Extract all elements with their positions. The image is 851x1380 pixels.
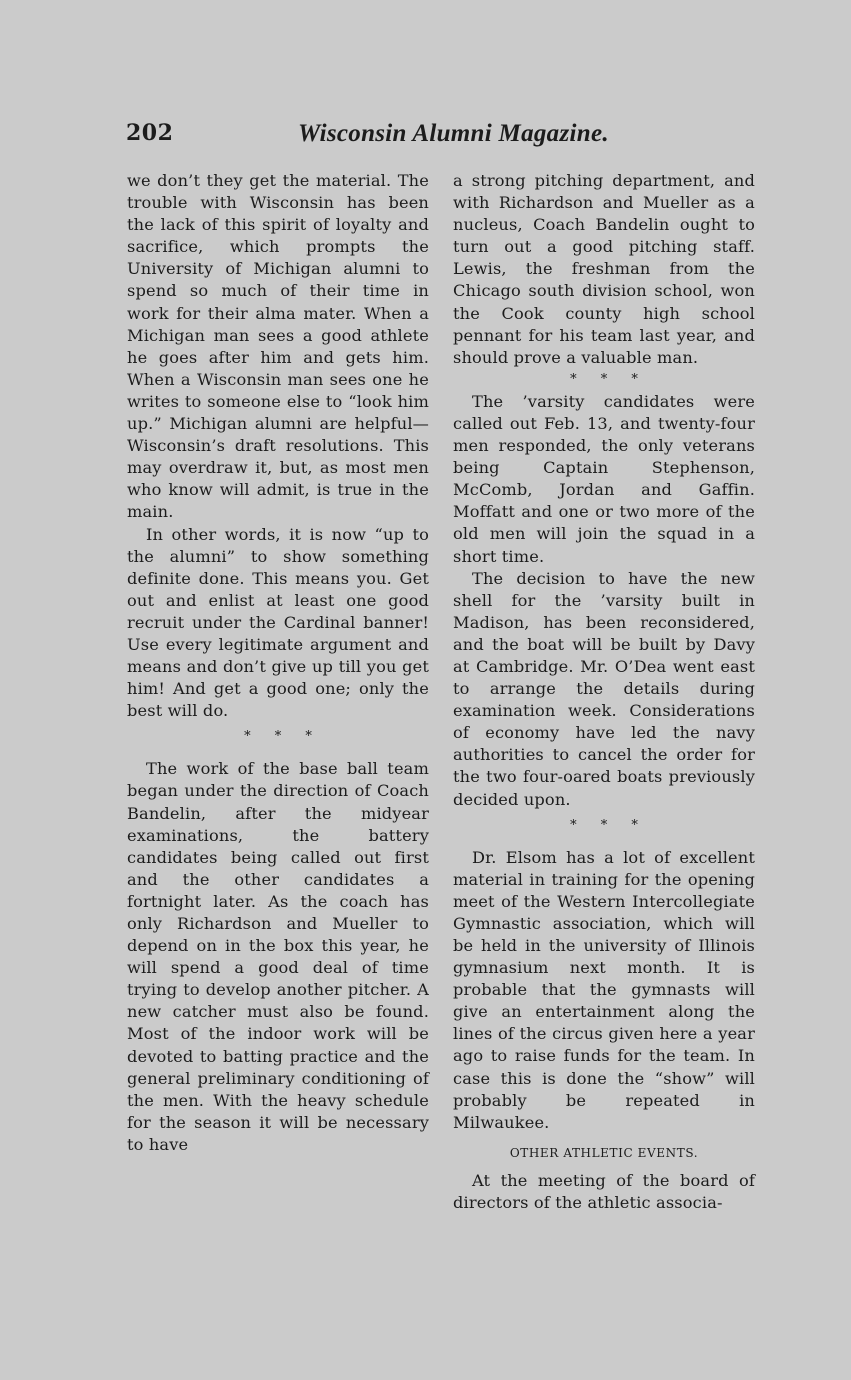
paragraph-varsity-candidates: The ’varsity candidates were called out Feb. 13, and twenty-four men responded, the only veterans being Captain Stephenson, McComb, Jordan and Gaffin. Moffatt and one or two more of the old men will join the squad in a short time. [453, 391, 755, 566]
paragraph-shell: The decision to have the new shell for the ’varsity built in Madison, has been reconsidered, and the boat will be built by Davy at Cambridge. Mr. O’Dea went east to arrange the details during examination week. Considerations of economy have led the navy authorities to cancel the order for the two four-oared boats previously decided upon. [453, 568, 755, 809]
section-separator: * * * [570, 817, 648, 833]
running-title: Wisconsin Alumni Magazine. [298, 120, 609, 147]
left-column [127, 170, 429, 1156]
section-subheading: OTHER ATHLETIC EVENTS. [509, 1145, 699, 1160]
paragraph-board-meeting: At the meeting of the board of directors of the athletic associa- [453, 1170, 755, 1212]
section-separator: * * * [570, 371, 648, 387]
section-separator: * * * [244, 729, 322, 745]
paragraph-gymnastics: Dr. Elsom has a lot of excellent material in training for the opening meet of the Western Intercollegiate Gymnastic association, which will be held in the university of Illinois gymnasium next month. It is probable that the gymnasts will give an entertainment along the lines of the circus given here a year ago to raise funds for the team. In case this is done the “show” will probably be repeated in Milwaukee. [453, 847, 755, 1132]
paragraph-baseball: The work of the base ball team began under the direction of Coach Bandelin, after the midyear examinations, the battery candidates being called out first and the other candidates a fortnight later. As the coach has only Richardson and Mueller to depend on in the box this year, he will spend a good deal of time trying to develop another pitcher. A new catcher must also be found. Most of the indoor work will be devoted to batting practice and the general preliminary conditioning of the men. With the heavy schedule for the season it will be necessary to have [127, 759, 429, 1154]
paragraph-alumni: In other words, it is now “up to the alumni” to show something definite done. This means you. Get out and enlist at least one good recruit under the Cardinal banner! Use every legitimate argument and means and don’t give up till you get him! And get a good one; only the best will do. [127, 524, 429, 721]
paragraph-pitching: a strong pitching department, and with Richardson and Mueller as a nucleus, Coach Bandelin ought to turn out a good pitching staff. Lewis, the freshman from the Chicago south division school, won the Cook county high school pennant for his team last year, and should prove a valuable man. [453, 171, 755, 367]
page-header [126, 120, 756, 154]
paragraph-continued: we don’t they get the material. The trouble with Wisconsin has been the lack of this spirit of loyalty and sacrifice, which prompts the University of Michigan alumni to spend so much of their time in work for their alma mater. When a Michigan man sees a good athlete he goes after him and gets him. When a Wisconsin man sees one he writes to someone else to “look him up.” Michigan alumni are helpful—Wisconsin’s draft resolutions. This may overdraw it, but, as most men who know will admit, is true in the main. [127, 171, 429, 522]
page-number: 202 [126, 120, 174, 146]
right-column [453, 170, 755, 1214]
